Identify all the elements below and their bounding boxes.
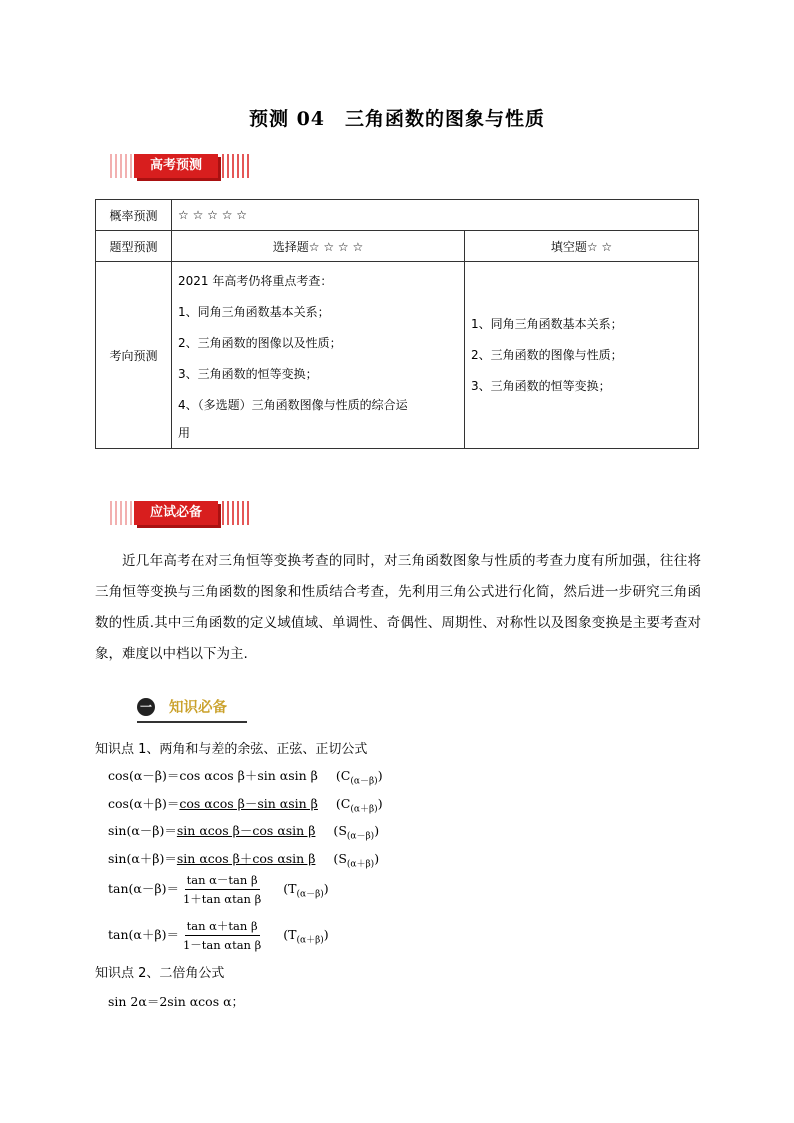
fill-blank-cell: 填空题☆ ☆ xyxy=(465,231,699,262)
formula-left: tan(α＋β)＝ xyxy=(108,927,179,942)
tag-letter: C xyxy=(340,768,351,783)
direction-col1 xyxy=(172,262,465,449)
badge-label: 应试必备 xyxy=(134,501,218,525)
formula-right: cos αcos β－sin αsin β xyxy=(179,796,318,811)
fraction xyxy=(181,918,263,953)
formula-tag: $(T_{(\alpha-\beta)})$ xyxy=(283,881,329,900)
badge-stripes-left xyxy=(110,154,132,178)
probability-stars: ☆ ☆ ☆ ☆ ☆ xyxy=(172,200,699,231)
denominator: 1＋tan αtan β xyxy=(182,892,262,906)
badge-stripes-left xyxy=(110,501,132,525)
direction-line: 1、同角三角函数基本关系； xyxy=(471,316,623,331)
direction-line: 2、三角函数的图像以及性质； xyxy=(178,335,342,350)
direction-line: 3、三角函数的恒等变换； xyxy=(471,378,611,393)
prediction-table xyxy=(95,199,699,449)
tag-sub: (α＋β) xyxy=(346,859,375,870)
intro-paragraph: 近几年高考在对三角恒等变换考查的同时，对三角函数图象与性质的考查力度有所加强，往往将三角恒等变换与三角函数的图象和性质结合考查，先利用三角公式进行化简，然后进一步研究三角函数的性质.其中三角函数的定义域值域、单调性、奇偶性、周期性、对称性以及图象变换是主要考查对象，难度以中档以下为主. xyxy=(95,553,701,662)
choice-question-cell: 选择题☆ ☆ ☆ ☆ xyxy=(172,231,465,262)
direction-line: 2021 年高考仍将重点考查： xyxy=(178,273,333,288)
tag-letter: T xyxy=(288,881,297,896)
formula-tag: $(C_{(\alpha-\beta)})$ xyxy=(335,768,383,787)
formula-tan-minus xyxy=(108,872,329,907)
formula-right: sin αcos β＋cos αsin β xyxy=(176,851,316,866)
tag-sub: (α＋β) xyxy=(296,935,324,946)
direction-line: 用 xyxy=(178,425,191,440)
formula-tag: $(S_{(\alpha+\beta)})$ xyxy=(333,851,380,870)
direction-label: 考向预测 xyxy=(96,262,172,449)
formula-tag: $(T_{(\alpha+\beta)})$ xyxy=(283,927,329,946)
yingshi-badge xyxy=(110,499,250,527)
knowledge-point-2: 知识点 2、二倍角公式 xyxy=(95,966,225,981)
formula-left: sin(α＋β)＝ xyxy=(108,851,177,866)
fraction xyxy=(181,872,263,907)
question-type-label: 题型预测 xyxy=(96,231,172,262)
knowledge-header xyxy=(137,696,247,723)
tag-letter: S xyxy=(338,823,347,838)
tag-sub: (α－β) xyxy=(296,889,324,900)
formula-right: cos αcos β＋sin αsin β xyxy=(179,768,318,783)
tag-sub: (α－β) xyxy=(346,831,375,842)
tag-sub: (α＋β) xyxy=(350,804,378,815)
knowledge-point-1: 知识点 1、两角和与差的余弦、正弦、正切公式 xyxy=(95,742,368,757)
formula-cos-minus xyxy=(108,766,383,787)
denominator: 1－tan αtan β xyxy=(182,938,262,952)
formula-sin-double: sin 2α＝2sin αcos α； xyxy=(108,994,245,1009)
tag-letter: S xyxy=(338,851,347,866)
page-title: 预测 04 三角函数的图象与性质 xyxy=(248,108,546,130)
direction-col2 xyxy=(465,262,699,449)
badge-stripes-right xyxy=(222,501,250,525)
tag-sub: (α－β) xyxy=(350,776,378,787)
badge-label: 高考预测 xyxy=(134,154,218,178)
direction-line: 4、（多选题）三角函数图像与性质的综合运 xyxy=(178,397,408,412)
direction-line: 1、同角三角函数基本关系； xyxy=(178,304,330,319)
number-one-icon: 一 xyxy=(137,698,155,716)
formula-tag: $(C_{(\alpha+\beta)})$ xyxy=(335,796,383,815)
formula-sin-plus xyxy=(108,849,379,870)
gaokao-badge xyxy=(110,152,250,180)
tag-letter: T xyxy=(288,927,297,942)
formula-cos-plus xyxy=(108,794,383,815)
numerator: tan α－tan β xyxy=(185,872,260,890)
formula-right: sin αcos β－cos αsin β xyxy=(176,823,316,838)
numerator: tan α＋tan β xyxy=(185,918,260,936)
formula-tag: $(S_{(\alpha-\beta)})$ xyxy=(333,823,380,842)
knowledge-title: 知识必备 xyxy=(169,700,227,716)
tag-letter: C xyxy=(340,796,351,811)
formula-sin-minus xyxy=(108,821,379,842)
badge-stripes-right xyxy=(222,154,250,178)
formula-left: sin(α－β)＝ xyxy=(108,823,177,838)
formula-tan-plus xyxy=(108,918,329,953)
formula-left: cos(α＋β)＝ xyxy=(108,796,180,811)
direction-line: 3、三角函数的恒等变换； xyxy=(178,366,318,381)
direction-line: 2、三角函数的图像与性质； xyxy=(471,347,623,362)
formula-left: tan(α－β)＝ xyxy=(108,881,179,896)
probability-label: 概率预测 xyxy=(96,200,172,231)
formula-left: cos(α－β)＝ xyxy=(108,768,180,783)
